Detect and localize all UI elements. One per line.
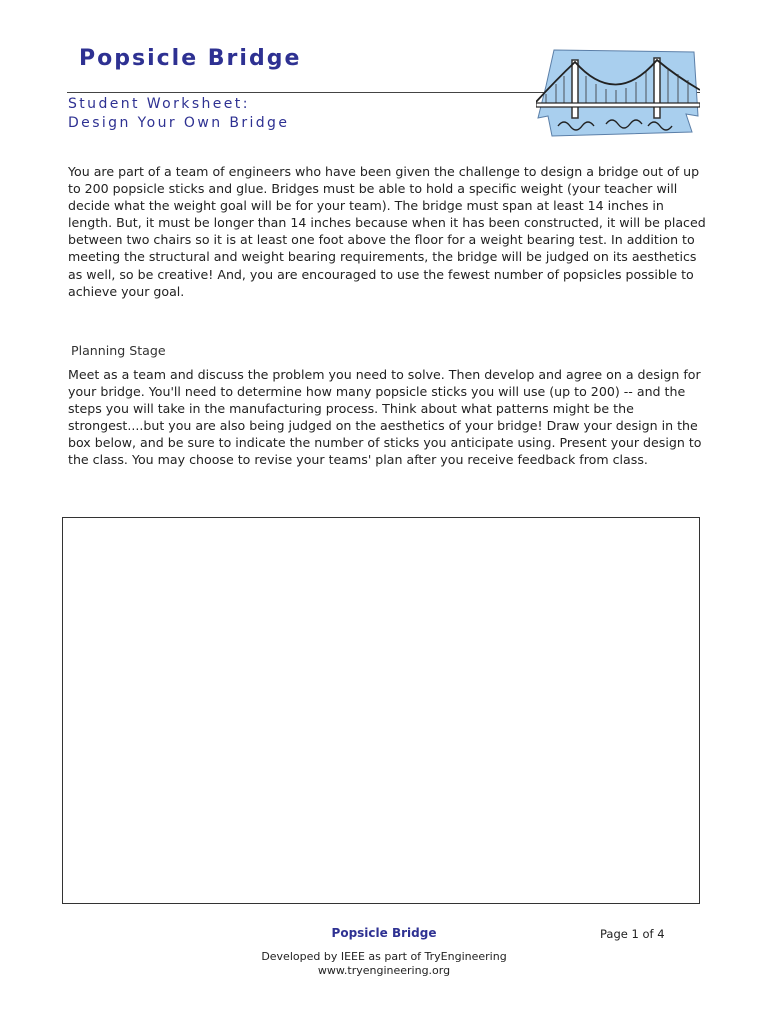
subtitle-line-1: Student Worksheet: — [68, 96, 250, 112]
page-title: Popsicle Bridge — [79, 46, 302, 71]
footer-developed-by: Developed by IEEE as part of TryEngineering — [261, 950, 507, 963]
footer-website: www.tryengineering.org — [317, 964, 451, 977]
planning-stage-heading: Planning Stage — [71, 343, 166, 358]
design-drawing-box[interactable] — [62, 517, 700, 904]
page-number: Page 1 of 4 — [600, 927, 665, 941]
worksheet-subtitle — [68, 95, 289, 133]
footer-title: Popsicle Bridge — [331, 926, 437, 940]
planning-paragraph: Meet as a team and discuss the problem you need to solve. Then develop and agree on a design for your bridge. You'll need to determine how many popsicle sticks you will use (up to 200) -- and the steps you will take in the manufacturing process. Think about what patterns might be the strongest....but you are also being judged on the aesthetics of your bridge! Draw your design in the box below, and be sure to indicate the number of sticks you anticipate using. Present your design to the class. You may choose to revise your teams' plan after you receive feedback from class. — [68, 367, 702, 468]
intro-paragraph: You are part of a team of engineers who have been given the challenge to design a bridge out of up to 200 popsicle sticks and glue. Bridges must be able to hold a specific weight (your teacher will decide what the weight goal will be for your team). The bridge must span at least 14 inches in length. But, it must be longer than 14 inches because when it has been constructed, it will be placed between two chairs so it is at least one foot above the floor for a weight bearing test. In addition to meeting the structural and weight bearing requirements, the bridge will be judged on its aesthetics as well, so be creative! And, you are encouraged to use the fewest number of popsicles possible to achieve your goal. — [68, 164, 706, 299]
subtitle-line-2: Design Your Own Bridge — [68, 115, 290, 131]
suspension-bridge-clipart-icon — [536, 46, 700, 138]
